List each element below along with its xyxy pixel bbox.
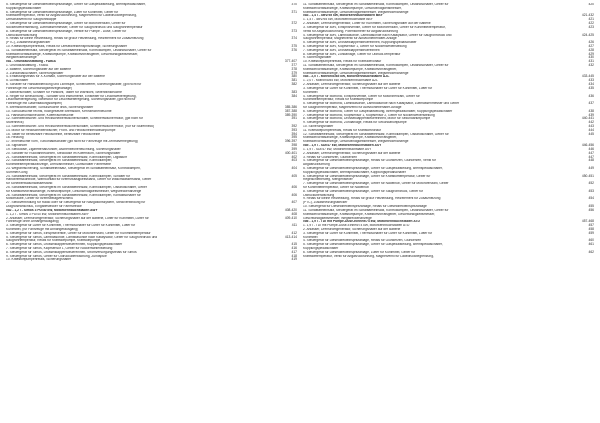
toc-entry-text: 10. Kraftstoffpumpenrelais, Relais für Kraftstoffvorlauf [303, 60, 382, 64]
toc-entry-text: 7. Blinkerschalter, Schalter für Parklicht, Taster für Warnlicht, Seitenblinkleuchte [6, 90, 122, 94]
toc-page-number: 447 [588, 154, 594, 159]
toc-entry-text: 6. Steuergerät für Simos, Drosselklappensteuereinheit, Kupplungspedalschalter [6, 243, 123, 247]
toc-page-number: 456 [588, 207, 594, 212]
toc-page-number: 455 [588, 204, 594, 209]
toc-page-number: 400-401 [284, 150, 297, 155]
toc-page-number: 430 [588, 55, 594, 60]
toc-page-number: 420 [588, 3, 594, 6]
toc-page-number: 438 [588, 108, 594, 113]
toc-page-number: 379 [291, 70, 297, 75]
toc-page-number: 373 [291, 28, 297, 33]
toc-page-number: 381 [291, 78, 297, 83]
toc-entry-text: Kühlmittel [303, 90, 318, 94]
toc-entry-text: 7. Steuergerät für Motronic, Klopfsensor 1, Klopfsensor 2, Geber für Nockenwellenstellung [303, 113, 435, 117]
toc-entry-text: 1. Grundausstattung - FABIA [6, 64, 49, 67]
toc-entry-text: 6. Schalter für Handabblendung und Lichthupe, Scheinwerfer, Sicherungshalter, (gilt nicht für [6, 83, 142, 87]
toc-page-number: 436 [588, 93, 594, 98]
toc-entry-text: 8. Steuergerät für Simos, Drosselklappensteuereinheit, Stromversorgungsrelais für Simos [6, 250, 137, 254]
toc-entry-text: Öldrucküberwachung [303, 193, 335, 197]
toc-entry-text: 11. Schalttafeleinsatz, Steuergerät im Schalttafeleinsatz, Kontrolllampen, Ölstandschalter, Geber für [303, 3, 449, 6]
toc-page-number: 457-468 [581, 219, 594, 224]
toc-entry-text: 6. Steuergerät für Dieseldirekteinspritzanlage, Lüfter für Kühlmittel, Geber für [303, 250, 416, 254]
toc-page-number: 387-388 [284, 108, 297, 113]
toc-entry-text: 2. Batterie, Sicherungshalter auf der Batterie [6, 67, 72, 71]
toc-page-number: 459 [588, 230, 594, 235]
toc-entry-text: 9. Relais für kleine Heizleistung, Relais für große Heizleistung, Heizelement für Zusatzheizung [6, 37, 144, 41]
toc-entry-text: 6. Steuergerät für Dieseldirekteinspritzanlage, Geber für Kraftstofftemperatur, Geber für [303, 174, 431, 178]
toc-page-number: 421 [588, 17, 594, 22]
toc-entry-text: Stufenheck) [6, 121, 24, 125]
toc-entry-text: 4. Steuergerät für Motronic, Einspritzventile, Geber für Motordrehzahl, Geber für [303, 94, 420, 98]
toc-page-number: 409-410 [284, 215, 297, 220]
toc-entry-text: 085 - 1,9 l - SDI/47 kW, Motorkennbuchstaben ASY [303, 144, 382, 148]
toc-entry-text: Summer/Gong [6, 170, 28, 174]
toc-page-number: 446 [588, 146, 594, 151]
toc-entry-text: Nockenwellenstellung, Luftmassenmesser, Geber für Saugrohrdruck und Saugrohrtemperatur [6, 25, 143, 29]
toc-entry-text: Kraftstoffvorratsanzeige, Kraftstoffpumpe, Kraftstoffvorratsgeber, Geschwindigkeitsmesser, [303, 212, 436, 216]
toc-page-number: 426 [588, 40, 594, 45]
toc-page-number: 431 [588, 59, 594, 64]
toc-page-number: 434 [588, 82, 594, 87]
toc-entry-text: 25. Schalttafeleinsatz, Steuergerät im Schalttafeleinsatz, Kontrolllampen, Ölstandschalter, Geber [6, 186, 147, 189]
toc-entry-text: Kraftstofftemperatur, Ventil für Abgasrückführung, Magnetventil für Ladedruckbegrenzung, [303, 254, 434, 258]
toc-entry-text: Öldrucküberwachung [6, 33, 38, 37]
toc-entry-text: 26. Schalttafeleinsatz, Steuergerät im Schalttafeleinsatz, Kontrolllampen, Kontaktschalter für [6, 193, 141, 197]
toc-entry-text: 10. Kraftstoffpumpenrelais, Relais für Dieseldirekteinspritzanlage, Sicherungshalter [6, 44, 128, 48]
toc-page-number: 440-441 [581, 116, 594, 121]
toc-entry-text: 6. Steuergerät für Dieseldirekteinspritzanlage, Lüfter für Kühlmittel, Geber für [6, 10, 119, 14]
toc-page-number: 442 [588, 120, 594, 125]
toc-entry-text: Handbremskontrolle, Warnkontakt für Bremsflüssigkeitsstand, Geber für Waschwasserstand, Geber [6, 178, 152, 182]
toc-page-number: 411 [291, 223, 297, 228]
toc-page-number: 394 [291, 131, 297, 136]
toc-entry-text: 1. 1,4 l - 4MV/55 kW, Motorkennbuchstabe BBY [303, 18, 373, 22]
toc-page-number: 376 [291, 47, 297, 52]
toc-entry-text: 3. Zündanlaßschalter, Sicherungshalter [6, 71, 64, 75]
toc-page-number: 377 [291, 63, 297, 67]
toc-entry-text: Diagnoseanschluß, Eingabestecker für Fahrtstrecke [6, 205, 82, 209]
toc-entry-text: 10. Kraftstoffpumpenrelais, Sicherungshalter [6, 258, 71, 262]
toc-page-number: 396-397 [284, 139, 297, 144]
toc-page-number: 443 [588, 124, 594, 128]
toc-entry-text: für Kühlmitteltemperatur, Geber für Nadelhub [303, 186, 369, 189]
toc-entry-text: Leuchtweiteregelung, Stellmotor für Leuchtweiteregelung, Sicherungshalter, (gilt nicht für [6, 98, 136, 102]
toc-entry-text: 13. Scheibenwischer- und Heckscheibenwischerschalter, Scheibenwischermotor, (nur für Stufenheck) [6, 125, 155, 128]
toc-entry-text: Kraftstoffvorratsanzeige, Kraftstoffpumpe, Kraftstoffvorratsgeber, [303, 136, 398, 140]
toc-page-number: 417 [291, 249, 297, 254]
toc-entry-text: Regelschieberweg, Mengensteller [303, 178, 353, 182]
toc-page-number: 416 [291, 246, 297, 250]
toc-page-number: 449 [588, 165, 594, 170]
toc-page-number: 446-456 [581, 143, 594, 148]
toc-page-number: 462 [588, 249, 594, 254]
toc-entry-text: 4. Steuergerät für Simos, Einspritzventile, Geber für Motordrehzahl, Geber für Kühlmitteltemperatur [6, 231, 151, 235]
toc-entry-text: 3. Steuergerät für 4MV, Einspritzventile, Geber für Motordrehzahl, Geber für Kühlmitteltemperatur, [303, 25, 446, 29]
toc-page-number: 399 [291, 146, 297, 151]
toc-page-number: 407 [291, 200, 297, 205]
toc-page-number: 452 [588, 181, 594, 186]
toc-page-number: 448 [588, 158, 594, 163]
toc-entry-text: 10. Sicherungshalter [303, 125, 334, 128]
toc-page-number: 389-390 [284, 112, 297, 117]
toc-entry-text: Kraftstoffvorratsanzeige, Kraftstoffpumpe, Kraftstoffvorratsgeber, Geschwindigkeitsmesser, [6, 52, 139, 56]
toc-page-number: 433-445 [581, 74, 594, 79]
toc-entry-text: 19. Steckdose, Zigarettenanzünder, Aschenbecherleuchtung, Sicherungshalter [6, 147, 121, 151]
toc-entry-text: 5. Steuergerät für Dieseldirekteinspritzanlage, Geber für Gaspedalstellung, Bremspedalschalter, [303, 243, 443, 247]
toc-entry-text: 081 - Grundausstattung - FABIA [6, 60, 56, 64]
toc-page-number: 415 [291, 242, 297, 247]
toc-page-number: 370 [291, 3, 297, 6]
toc-page-number: 421-432 [581, 13, 594, 18]
toc-entry-text: für Kraftstoffvorratsanzeige, Kraftstoffpumpe, Geschwindigkeitsmesser, Wegstreckenanzeige [6, 189, 142, 193]
toc-page-number: 377-407 [284, 59, 297, 64]
toc-page-number: 392 [291, 124, 297, 128]
toc-entry-text: 11. Schalttafeleinsatz, Steuergerät im Schalttafeleinsatz, Kontrolllampen, Ölstandschalter, Geber für [6, 48, 152, 52]
toc-page-number: 406 [291, 185, 297, 189]
toc-entry-text: (PTC), Zusatzheizungsstecker [6, 41, 51, 45]
toc-entry-text: Kupplungspedalschalter [6, 6, 42, 10]
toc-entry-text: Kühlmitteltemperatur, Relais für Kraftstoffpumpe [303, 98, 374, 102]
toc-entry-text: 27. Steckverbindung für Radio oder für Steuergerät für Navigationssystem, Steckverbindung für [6, 201, 146, 205]
toc-entry-text: Saugrohrtemperatur, Magnetventil für Aktivkohlebehälter-Anlage [303, 37, 397, 41]
toc-entry-text: Fahrzeuge ohne Anhängerausgang) [6, 220, 59, 224]
toc-entry-text: 9. Bremslichtschalter, Schlußleuchte links, Sicherungshalter [6, 105, 94, 109]
toc-entry-text: 083 - 1,4 l - 4MV/55 kW, Motorkennbuchstaben BBY [303, 14, 383, 18]
toc-page-number: 372 [291, 21, 297, 26]
toc-entry-text: 8. Steuergerät für Motronic, Drosselklappensteuereinheit, Motor für Sekundärluftpumpe [303, 117, 431, 121]
toc-entry-text: 2. Anlasser, Drehstromgenerator, Sicherungshalter auf der Batterie [303, 227, 401, 231]
toc-entry-text: 9. Relais für kleine Heizleistung, Relais für große Heizleistung, Heizelement für Zusatzheizung [303, 197, 441, 201]
toc-page-number: 374 [291, 36, 297, 41]
toc-page-number: 403 [291, 158, 297, 163]
toc-page-number: 447 [588, 150, 594, 155]
toc-entry-text: 11. Handschuhfachleuchte, Kofferraumleuchte [6, 113, 74, 117]
toc-entry-text: 3. Steuergerät für Lüfter für Kühlmittel, Thermoschalter für Lüfter für Kühlmittel, Lüfter für [6, 224, 136, 228]
toc-page-number: 391 [291, 116, 297, 121]
toc-entry-text: 11. Schalttafeleinsatz, Steuergerät im Schalttafeleinsatz, Kontrolllampen, Ölstandschalter, Geber für [303, 64, 449, 67]
toc-page-number: 427 [588, 43, 594, 48]
toc-entry-text: Kupplungspedalschalter [303, 247, 339, 250]
toc-entry-text: Fahrzeuge mit Gasentladungslampen) [6, 102, 63, 106]
toc-entry-text: 4. Steuergerät für Dieseldirekteinspritzanlage, Relais für Glühkerzen, Glühkerzen, Ventil für [303, 159, 436, 163]
toc-entry-text: 5. Steuergerät für 4MV, Drosselklappensteuereinheit, Kupplungspedalschalter [303, 41, 417, 45]
toc-page-number: 408-420 [284, 207, 297, 212]
toc-entry-text: Kraftstoffvorratsanzeige, Geschwindigkeitsmesser, Wegstreckenanzeige [303, 71, 409, 75]
toc-page-number: 457 [588, 223, 594, 228]
toc-page-number: 383 [291, 89, 297, 94]
toc-entry-text: 4. Steuergerät für 4MV, Lambdasonde, Lambdasonde nach Katalysator, Geber für Saugrohrdruck und [303, 33, 452, 37]
toc-entry-text: Kraftstofftemperatur, Ventil für Abgasrückführung, Magnetventil für Ladedruckbegrenzung, [6, 14, 137, 18]
toc-entry-text: 16. Heizung [6, 136, 24, 140]
toc-entry-text: Geschwindigkeitsmesser, Wegstreckenanzeige [303, 216, 372, 220]
toc-page-number: 398 [291, 143, 297, 148]
toc-entry-text: 9. Sicherungshalter [303, 56, 332, 60]
toc-entry-text: 9. Steuergerät für Motronic, Zündanlage, Relais für Sekundärluftpumpe [303, 121, 407, 125]
toc-entry [303, 255, 594, 259]
toc-page-number: 402 [291, 154, 297, 159]
toc-page-number: 419 [291, 257, 297, 262]
toc-page-number: 412 [291, 230, 297, 235]
toc-entry-text: 086 - 1,9 l - TDI mit Pumpe-Düse-Einheit/74 kW, Motorkennbuchstaben ATD [303, 220, 420, 224]
toc-entry-text: 4. Steuergerät für Dieseldirekteinspritzanlage, Relais für Glühkerzen, Glühkerzen [303, 239, 422, 243]
toc-page-number: 461 [588, 242, 594, 247]
toc-entry-text: 5. Lichtschalter [6, 79, 29, 83]
toc-entry-text: 18. Signalhorn [6, 144, 28, 148]
toc-entry-text: 082 - 1,2 l - Simos 3 PD/40 kW, Motorkennbuchstaben AWY [6, 208, 98, 212]
toc-page-number: 382 [291, 82, 297, 87]
toc-page-number: 418 [291, 253, 297, 258]
toc-entry-text: 24. Schalttafeleinsatz, Steuergerät im Schalttafeleinsatz, Kontrolllampen, Schalter für [6, 174, 131, 178]
toc-entry-text: 10. Steuergerät für Dieseldirekteinspritzanlage, Relais für Dieseldirekteinspritzanlage [303, 205, 427, 209]
toc-entry-text: 22. Schalttafeleinsatz, Steuergerät im Schalttafeleinsatz, Kontrolllampen, [6, 159, 113, 163]
toc-page-number: 458 [588, 226, 594, 231]
toc-page-number: 384 [291, 93, 297, 98]
toc-entry-text: 8. Steuergerät für Dieseldirekteinspritzanlage, Geber für Saugrohrdruck, Geber für [303, 189, 424, 193]
toc-entry-text: 6. Steuergerät für 4MV, Klopfsensor 1, Geber für Nockenwellenstellung [303, 44, 407, 48]
toc-entry-text: 6. Steuergerät für Motronic, Geber für Gaspedalstellung, Bremspedalschalter, Kupplungspedalschalter [303, 109, 453, 113]
toc-entry-text: Abgasrückführung [303, 163, 330, 167]
toc-page-number: 450-451 [581, 173, 594, 178]
toc-page-number: 445 [588, 131, 594, 136]
toc-page-number: 444 [588, 127, 594, 132]
toc-entry-text: 10. Schlußleuchte rechts, hochgesetzte Bremslicht, Kennzeichenleuchte [6, 109, 112, 113]
toc-page-number: 429 [588, 51, 594, 56]
toc-entry-text: 8. Steuergerät für Dieseldirekteinspritzanlage, Ventile für Pumpe - Düse, Geber für [6, 29, 127, 33]
toc-entry-text: 7. Steuergerät für Simos, Klopfsensor 1, Geber für Nockenwellenstellung [6, 247, 113, 250]
toc-page-number: 378 [291, 66, 297, 71]
toc-entry [6, 258, 297, 262]
toc-entry-text: 20. Schalter für Rückfahrleuchten, Steckdose im Kofferraum, Sicherungshalter [6, 151, 121, 155]
toc-entry-text: 7. Steuergerät für 4MV, Drosselklappensteuereinheit [303, 48, 380, 52]
toc-entry-text: 5. Steuergerät für Simos, Lambdasonde, Lambdasonde nach Katalysator, Geber für Saugrohrdruck und [6, 235, 158, 239]
toc-page-number: 408 [291, 211, 297, 216]
toc-page-number: 404 [291, 165, 297, 170]
toc-entry-text: Umschaltventil für Saugrohrklappe [6, 18, 57, 22]
toc-page-number: 453 [588, 188, 594, 193]
toc-entry-text: Kraftstoffvorratsanzeige, Kraftstoffpumpe, Kraftstoffvorratsgeber, [303, 67, 398, 71]
toc-entry-text: 3. Relais für Glühkerzen, Glühkerzen [303, 155, 358, 159]
left-column [6, 3, 297, 421]
toc-entry-text: 23. Wegfahrsicherung, Schalttafeleinsatz, Steuergerät im Schalttafeleinsatz, Kontrolllampen, [6, 166, 141, 170]
toc-entry-text: 5. Steuergerät für Dieseldirekteinspritzanlage, Geber für Gaspedalstellung, Bremspedalschalter, [6, 3, 146, 6]
toc-page-number: 433 [588, 78, 594, 83]
toc-entry-text: 3. Steuergerät für Lüfter für Kühlmittel, Thermoschalter für Lüfter für Kühlmittel, Lüfter für [303, 231, 433, 235]
toc-page-number: 432 [588, 63, 594, 67]
toc-entry-text: Ventil für Abgasrückführung, Potentiometer für Abgasrückführung [303, 29, 398, 33]
toc-page-number: 375 [291, 43, 297, 48]
toc-entry-text: 2. Anlasser, Drehstromgenerator, Sicherungshalter auf der Batterie [303, 151, 401, 155]
toc-entry-text: (PTC), Zusatzheizungsstecker [303, 201, 348, 205]
toc-entry-text: 8. Steuergerät für 4MV, Zündanlage, Geber für Öldruck-temperatur [303, 52, 401, 56]
toc-entry-text: 2. Anlasser, Drehstromgenerator, Sicherungshalter auf der Batterie, Lüfter für Kühlmittel, Lüfter für [6, 216, 149, 220]
toc-page-number: 413-414 [284, 234, 297, 239]
toc-page-number: 405 [291, 173, 297, 178]
toc-entry-text: 11. Schalttafeleinsatz, Steuergerät im Schalttafeleinsatz, Kontrolllampen, Ölstandschalter, Geber für [303, 208, 449, 212]
toc-entry-text: 2. Anlasser, Drehstromgenerator, Lüfter für Kühlmittel, Sicherungshalter auf der Batterie [303, 22, 431, 26]
toc-page-number: 423 [588, 24, 594, 29]
toc-entry-text: Fahrzeuge mit Geschwindigkeitsregelanlage) [6, 86, 72, 90]
toc-page-number: 454 [588, 196, 594, 201]
toc-entry-text: 17. Innenleuchte vorn, Türkontaktschalter (gilt nicht für Fahrzeuge mit Zentralverriegelung) [6, 140, 138, 144]
toc-page-number: 393 [291, 127, 297, 132]
toc-entry-text: 1. 1,9 l - TDI mit Pumpe-Düse-Einheit/74 kW, Motorkennbuchstaben ATD [303, 224, 410, 228]
toc-page-number: 439 [588, 112, 594, 117]
toc-page-number: 385-386 [284, 104, 297, 109]
toc-entry-text: 1. 2,0 l - Motronic/85 kW, Motorkennbuchstabe AZL [303, 79, 378, 83]
toc-page-number: 395 [291, 135, 297, 140]
toc-entry-text: 7. Steuergerät für Dieseldirekteinspritzanlage, Geber für Motordrehzahl, Geber für [6, 22, 126, 26]
toc-entry-text: Saugrohrtemperatur, Relais für Kraftstoffpumpe, Kraftstoffpumpe [6, 239, 101, 243]
toc-page-number: 406 [291, 192, 297, 197]
toc-entry-text: 11. Kraftstoffpumpenrelais, Relais für Kraftstoffvorlauf [303, 128, 381, 132]
toc-entry-text: Kraftstoffvorratsanzeige, Geschwindigkeitsmesser, Wegstreckenanzeige [303, 140, 409, 144]
toc-entry-text: 5. Steuergerät für Motronic, Lambdasonde, Lambdasonde nach Katalysator, Luftmassenmesser und Geber [303, 102, 460, 106]
toc-page-number: 371 [291, 9, 297, 14]
toc-page-number: 428 [588, 47, 594, 52]
toc-page-number: 435 [588, 85, 594, 90]
toc-entry-text: Kraftstoffvorratsanzeige, Geschwindigkeitsmesser, Wegstreckenanzeige [303, 10, 409, 14]
toc-page-number: 422 [588, 21, 594, 26]
toc-entry-text: 5. Steuergerät für Dieseldirekteinspritzanlage, Geber für Gaspedalstellung, Bremspedalschalter, [303, 166, 443, 170]
toc-entry-text: 4. Entlastungsrelais für X-Kontakt, Sicherungshalter auf der Batterie [6, 75, 105, 79]
toc-entry-text: 1. 1,2 l - Simos 3 PD/40 kW, Motorkennbuchstaben AWY [6, 212, 89, 216]
toc-entry-text: Kühlmittel [303, 235, 318, 239]
right-column [303, 3, 594, 421]
toc-entry-text: für Saugrohrtemperatur, Magnetventil für Aktivkohlebehälter-Anlage [303, 105, 402, 109]
toc-entry-text: 2. Anlasser, Drehstromgenerator, Sicherungshalter auf der Batterie [303, 83, 401, 87]
toc-entry-text: 8. Regler für Beleuchtung - Schalter und Instrumente, Einstellter für Leuchtweiteregelung, [6, 94, 137, 98]
toc-entry-text: 1. 1,9 l - SDI/47 kW, Motorkennbuchstabe ASY [303, 147, 372, 151]
toc-entry-text: Wegstreckenanzeige [6, 56, 37, 60]
toc-entry-text: 15. Taster für beheizbare Heckscheibe, beheizbare Heckscheibe [6, 132, 101, 136]
toc-entry-text: Motorhaube, Geber für Bremsbelagverschleiß [6, 197, 73, 201]
toc-entry-text: 9. Steuergerät für Simos, Geber für Öldrucküberwachung, Zündspule [6, 254, 107, 258]
toc-entry-text: 21. Schalttafeleinsatz, Steuergerät im Schalttafeleinsatz, Kontrolllampen, Digitaluhr [6, 155, 128, 159]
toc-entry-text: 7. Steuergerät für Dieseldirekteinspritzanlage, Geber für Nadelhub, Geber für Motordrehzahl, Geber [303, 182, 449, 186]
toc-entry-text: Kühlmittel, (für Fahrzeuge mit Anhängerausgang) [6, 227, 79, 231]
toc-entry-text: Kühlmitteltemperaturanzeige, Drehzahlmesser, Gurtschalter Fahrerseite [6, 163, 111, 167]
toc-entry-text: 12. Schalttafeleinsatz, Steuergerät im Schalttafeleinsatz, Kontrolllampen, Ölstandschalter, Geber für [303, 132, 449, 136]
toc-entry-text: für Scheibenwaschwasserstand [6, 182, 53, 186]
toc-page-number: 424-425 [581, 32, 594, 37]
toc-entry-text: 12. Scheibenwischer- und Heckscheibenwischerschalter, Scheibenwischermotor, (gilt nicht für [6, 117, 143, 121]
toc-entry-text: Kupplungspedalschalter, Bremspedalschalter, Kupplungspedalschalter [303, 170, 406, 174]
toc-entry-text: 3. Steuergerät für Lüfter für Kühlmittel, Thermoschalter für Lüfter für Kühlmittel, Lüfter für [303, 86, 433, 90]
toc-entry-text: Kraftstoffvorratsanzeige, Kraftstoffpumpe, Geschwindigkeitsmesser, [303, 6, 402, 10]
toc-entry-text: 084 - 2,0 l - Motronic/85 kW, Motorkennbuchstaben AZL [303, 75, 390, 79]
toc-page-number: 460 [588, 238, 594, 243]
toc-page-number: 437 [588, 101, 594, 106]
toc-page-number: 380 [291, 74, 297, 79]
toc-entry-text: 14. Motor für Heckscheibenwischer, Front- und Heckscheibenwaschpumpe [6, 128, 116, 132]
